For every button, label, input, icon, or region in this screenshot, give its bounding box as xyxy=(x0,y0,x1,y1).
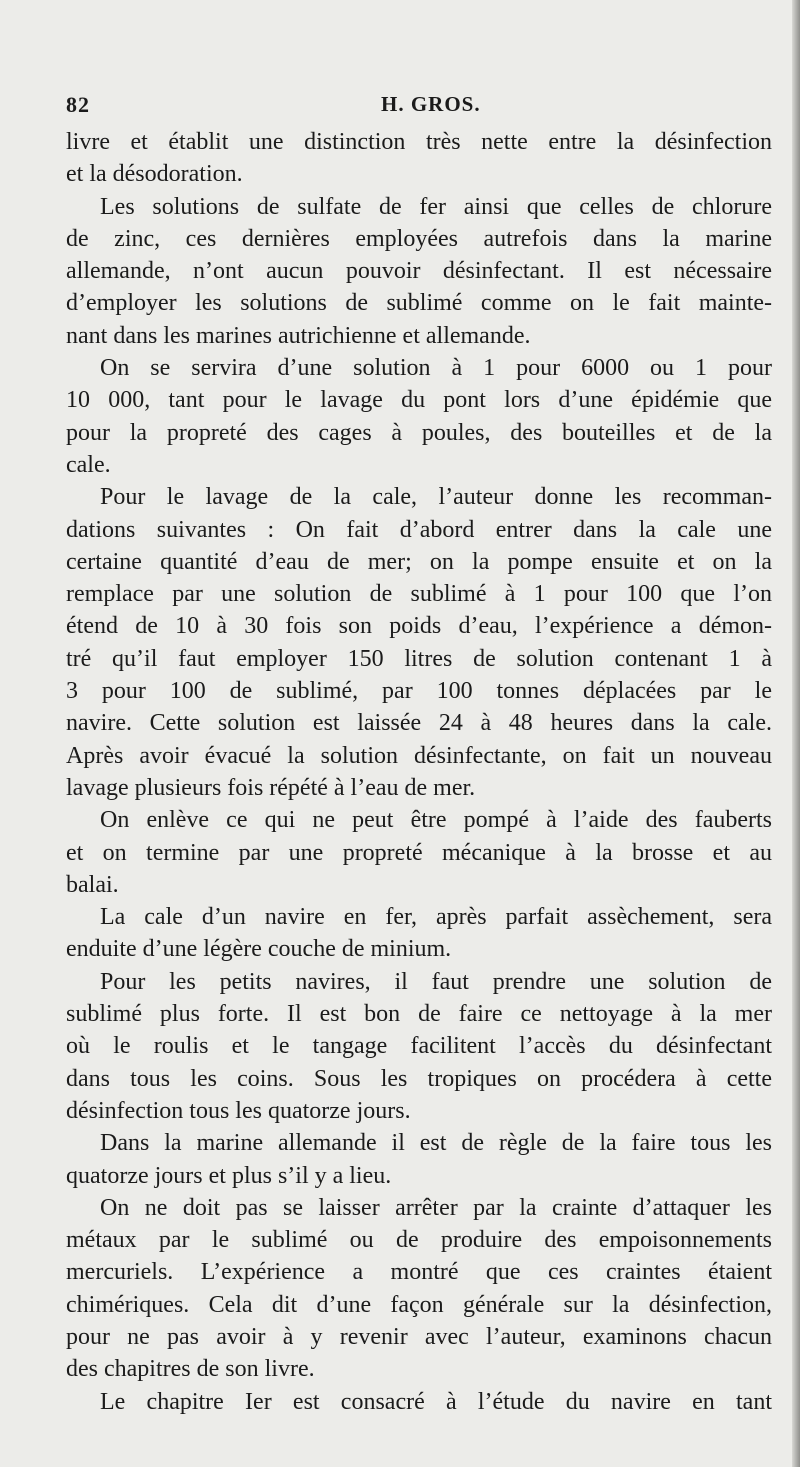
text-line: des chapitres de son livre. xyxy=(66,1356,315,1383)
text-line: enduite d’une légère couche de minium. xyxy=(66,936,452,963)
text-line: Les solutions de sulfate de fer ainsi que celles de chlorure xyxy=(100,193,772,220)
text-line: navire. Cette solution est laissée 24 à 48 heures dans la cale. xyxy=(66,710,772,737)
page-number: 82 xyxy=(66,92,90,117)
text-line: étend de 10 à 30 fois son poids d’eau, l’expérience a démon- xyxy=(66,613,772,640)
text-line: mercuriels. L’expérience a montré que ces craintes étaient xyxy=(66,1259,772,1286)
text-line: cale. xyxy=(66,451,111,478)
text-line: dations suivantes : On fait d’abord entrer dans la cale une xyxy=(66,516,772,543)
text-line: et on termine par une propreté mécanique à la brosse et au xyxy=(66,839,772,866)
body-text xyxy=(66,126,772,1418)
text-line: quatorze jours et plus s’il y a lieu. xyxy=(66,1162,392,1189)
text-line: pour ne pas avoir à y revenir avec l’auteur, examinons chacun xyxy=(66,1323,772,1350)
text-line: chimériques. Cela dit d’une façon générale sur la désinfection, xyxy=(66,1291,772,1318)
text-line: balai. xyxy=(66,871,119,898)
text-line: Dans la marine allemande il est de règle de la faire tous les xyxy=(100,1130,772,1157)
text-line: lavage plusieurs fois répété à l’eau de mer. xyxy=(66,774,476,801)
text-line: Le chapitre Ier est consacré à l’étude du navire en tant xyxy=(100,1388,772,1415)
text-line: La cale d’un navire en fer, après parfait assèchement, sera xyxy=(100,904,772,931)
text-line: nant dans les marines autrichienne et allemande. xyxy=(66,322,531,349)
text-line: livre et établit une distinction très nette entre la désinfection xyxy=(66,129,772,155)
text-line: 10 000, tant pour le lavage du pont lors d’une épidémie que xyxy=(66,387,772,414)
text-line: On ne doit pas se laisser arrêter par la crainte d’attaquer les xyxy=(100,1194,772,1221)
page-edge-shadow xyxy=(792,0,800,1467)
text-line: dans tous les coins. Sous les tropiques on procédera à cette xyxy=(66,1065,772,1092)
text-line: Pour le lavage de la cale, l’auteur donne les recomman- xyxy=(100,484,772,511)
text-line: où le roulis et le tangage facilitent l’accès du désinfectant xyxy=(66,1033,772,1060)
text-line: tré qu’il faut employer 150 litres de solution contenant 1 à xyxy=(66,645,772,672)
text-line: désinfection tous les quatorze jours. xyxy=(66,1097,411,1124)
running-head: H. GROS. xyxy=(381,92,481,116)
text-line: On enlève ce qui ne peut être pompé à l’aide des fauberts xyxy=(100,807,772,834)
text-line: et la désodoration. xyxy=(66,161,243,188)
text-line: allemande, n’ont aucun pouvoir désinfectant. Il est nécessaire xyxy=(66,258,772,285)
text-line: remplace par une solution de sublimé à 1 pour 100 que l’on xyxy=(66,581,772,608)
text-line: 3 pour 100 de sublimé, par 100 tonnes déplacées par le xyxy=(66,678,772,705)
text-line: sublimé plus forte. Il est bon de faire ce nettoyage à la mer xyxy=(66,1001,772,1028)
text-line: Après avoir évacué la solution désinfectante, on fait un nouveau xyxy=(66,742,772,769)
text-line: Pour les petits navires, il faut prendre une solution de xyxy=(100,968,772,995)
text-line: certaine quantité d’eau de mer; on la pompe ensuite et on la xyxy=(66,548,772,575)
text-line: métaux par le sublimé ou de produire des empoisonnements xyxy=(66,1227,772,1254)
text-line: On se servira d’une solution à 1 pour 6000 ou 1 pour xyxy=(100,355,772,382)
text-line: pour la propreté des cages à poules, des bouteilles et de la xyxy=(66,419,772,446)
text-line: d’employer les solutions de sublimé comme on le fait mainte- xyxy=(66,290,772,317)
page-header xyxy=(66,92,772,122)
text-line: de zinc, ces dernières employées autrefois dans la marine xyxy=(66,225,772,252)
